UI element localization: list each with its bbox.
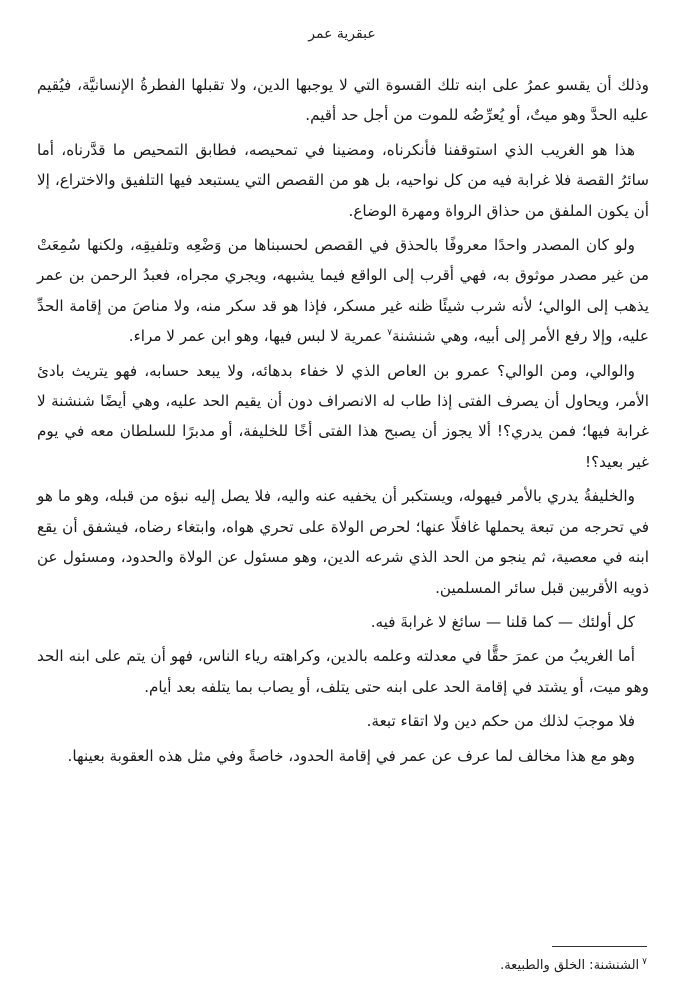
paragraph: وهو مع هذا مخالف لما عرف عن عمر في إقامة الحدود، خاصةً وفي مثل هذه العقوبة بعينها. [67, 746, 635, 765]
paragraph: هذا هو الغريب الذي استوقفنا فأنكرناه، ومضينا في تمحيصه، فطابق التمحيص ما قدَّرناه، أما سائرُ القصة فلا غرابة فيه من كل نواحيه، بل هو من القصص التي يستبعد فيها التلفيق والاختراع، إلا أن يكون الملفق من حذاق الرواة ومهرة الوضاع. [37, 140, 649, 220]
paragraph: وذلك أن يقسو عمرُ على ابنه تلك القسوة التي لا يوجبها الدين، ولا تقبلها الفطرةُ الإنسانيَّة، فيُقيم عليه الحدَّ وهو ميتٌ، أو يُعرِّضُه للموت من أجل حد أقيم. [37, 76, 649, 125]
body-text [37, 70, 649, 775]
paragraph: أما الغريبُ من عمرَ حقًّا في معدلته وعلمه بالدين، وكراهته رياء الناس، فهو أن يتم على ابنه الحد وهو ميت، أو يشتد في إقامة الحد على ابنه حتى يتلف، أو يصاب بما يتلفه بعد أيام. [37, 647, 649, 696]
paragraph-text: ولو كان المصدر واحدًا معروفًا بالحذق في القصص لحسبناها من وَضْعِه وتلفيقِه، ولكنها سُمِعَتْ من غير مصدر موثوق به، فهي أقرب إلى الواقع فيما يشبهه، ويجري مجراه، فعبدُ الرحمن بن عمر يذهب إلى الوالي؛ لأنه شرب شيئًا ظنه غير مسكر، فإذا هو قد سكر منه، ولا مناصَ من إقامة الحدِّ عليه، وإلا رفع الأمر إلى أبيه، وهي شنشنة [37, 236, 649, 346]
footnote-text: الشنشنة: الخلق والطبيعة. [500, 958, 640, 973]
paragraph: والوالي، ومن الوالي؟ عمرو بن العاص الذي لا خفاء بدهائه، ولا يبعد حسابه، فهو يتريث بادئ الأمر، ويحاول أن يصرف الفتى إذا طاب له الانصراف دون أن يقيم الحد عليه، وهي أيضًا شنشنة لا غرابة فيها؛ فمن يدري؟! ألا يجوز أن يصبح هذا الفتى أخًا للخليفة، أو مدبرًا للسلطان معه في يوم غير بعيد؟! [37, 361, 649, 471]
footnote-number: ٧ [642, 956, 647, 967]
paragraph-continuation: عمرية لا لبس فيها، وهو ابن عمر لا مراء. [128, 327, 383, 346]
footnote [35, 956, 647, 976]
footnote-reference: ٧ [387, 328, 393, 339]
paragraph-with-footnote [37, 230, 649, 352]
paragraph: كل أولئك — كما قلنا — سائغ لا غرابةَ فيه. [370, 612, 635, 631]
paragraph: والخليفةُ يدري بالأمر فيهوله، ويستكبر أن يخفيه عنه واليه، فلا يصل إليه نبؤه من قبله، وهو ما هو في تحرجه من تبعة يحملها غافلًا عنها؛ لحرص الولاة على تحري هواه، وابتغاء رضاه، فيشفق أن يقع ابنه في معصية، ثم ينجو من الحد الذي شرعه الدين، وهو مسئول عن الولاة والحدود، ومسئول عن ذويه الأقربين قبل سائر المسلمين. [37, 487, 649, 597]
footnote-divider [552, 946, 647, 947]
paragraph: فلا موجبَ لذلك من حكم دين ولا اتقاء تبعة. [366, 712, 635, 731]
running-header: عبقرية عمر [308, 26, 376, 42]
